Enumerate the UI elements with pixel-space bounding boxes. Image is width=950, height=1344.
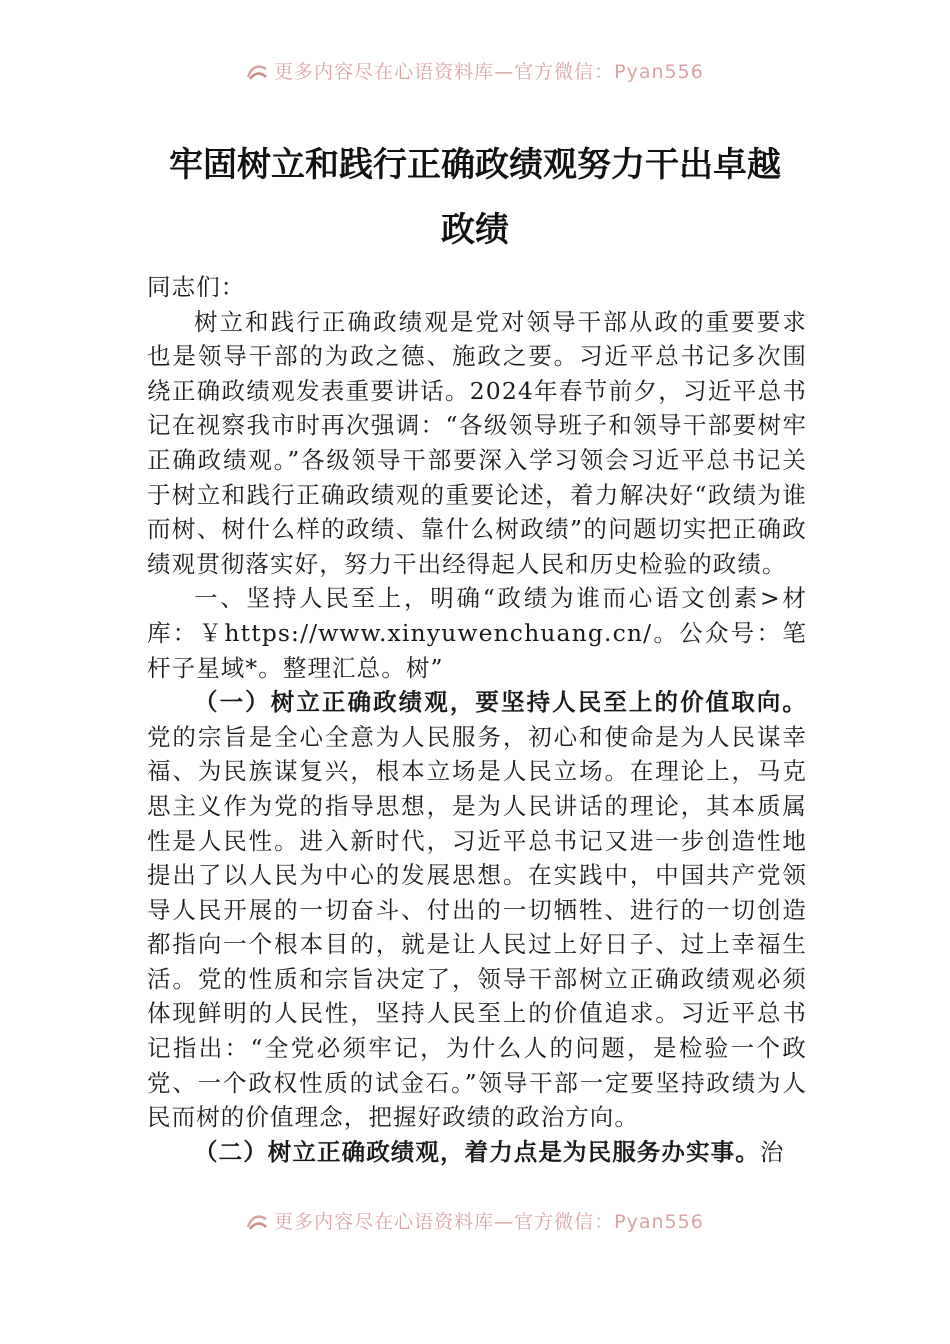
subsection-2: [147, 1135, 807, 1170]
subsection-1-text: 党的宗旨是全心全意为人民服务，初心和使命是为人民谋幸福、为民族谋复兴，根本立场是人民立场。在理论上，马克思主义作为党的指导思想，是为人民讲话的理论，其本质属性是人民性。进入新时代，习近平总书记又进一步创造性地提出了以人民为中心的发展思想。在实践中，中国共产党领导人民开展的一切奋斗、付出的一切牺牲、进行的一切创造都指向一个根本目的，就是让人民过上好日子、过上幸福生活。党的性质和宗旨决定了，领导干部树立正确政绩观必须体现鲜明的人民性，坚持人民至上的价值追求。习近平总书记指出：“全党必须牢记，为什么人的问题，是检验一个政党、一个政权性质的试金石。”领导干部一定要坚持政绩为人民而树的价值理念，把握好政绩的政治方向。: [147, 722, 807, 1132]
document-title-line2: 政绩: [441, 210, 509, 250]
salutation: 同志们：: [147, 273, 246, 301]
watermark-text-bottom: 更多内容尽在心语资料库—官方微信：Pyan556: [274, 1211, 704, 1233]
watermark-bottom: [0, 1210, 950, 1234]
document-body: [147, 270, 807, 1169]
paragraph-intro: 树立和践行正确政绩观是党对领导干部从政的重要要求也是领导干部的为政之德、施政之要。习近平总书记多次围绕正确政绩观发表重要讲话。2024年春节前夕，习近平总书记在视察我市时再次强调：“各级领导班子和领导干部要树牢正确政绩观。”各级领导干部要深入学习领会习近平总书记关于树立和践行正确政绩观的重要论述，着力解决好“政绩为谁而树、树什么样的政绩、靠什么树政绩”的问题切实把正确政绩观贯彻落实好，努力干出经得起人民和历史检验的政绩。: [147, 307, 807, 578]
subsection-2-text: 治: [759, 1137, 785, 1166]
watermark-logo-icon: [246, 63, 268, 81]
watermark-logo-icon: [246, 1213, 268, 1231]
document-title-line1: 牢固树立和践行正确政绩观努力干出卓越: [169, 145, 781, 185]
watermark-text-top: 更多内容尽在心语资料库—官方微信：Pyan556: [274, 61, 704, 83]
section-heading-1: 一、坚持人民至上，明确“政绩为谁而心语文创素>材库：￥https://www.xinyuwenchuang.cn/。公众号：笔杆子星域*。整理汇总。树”: [147, 584, 807, 682]
subsection-1-title: （一）树立正确政绩观，要坚持人民至上的价值取向。: [194, 688, 807, 717]
subsection-2-title: （二）树立正确政绩观，着力点是为民服务办实事。: [194, 1137, 760, 1166]
watermark-top: [0, 60, 950, 84]
subsection-1: [147, 685, 807, 1135]
